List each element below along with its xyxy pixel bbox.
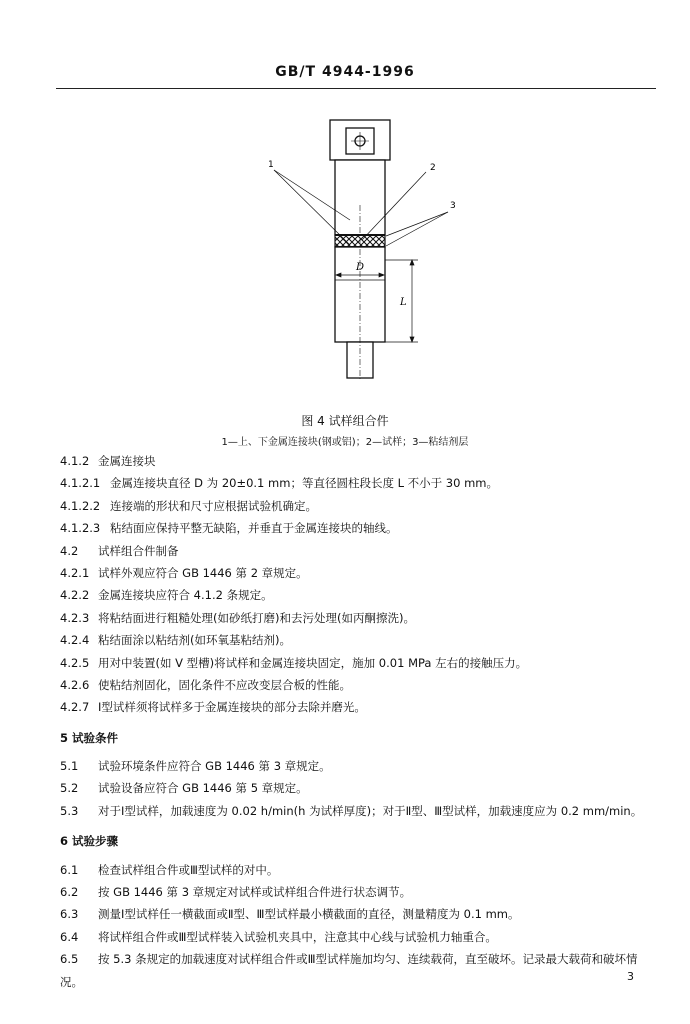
clause-4-2-2: 4.2.2 金属连接块应符合 4.1.2 条规定。 bbox=[60, 588, 273, 603]
clause-4-2-4: 4.2.4 粘结面涂以粘结剂(如环氧基粘结剂)。 bbox=[60, 633, 291, 648]
clause-6-5: 6.5 按 5.3 条规定的加载速度对试样组合件或Ⅲ型试样施加均匀、连续载荷，直至破坏。记录最大载荷和破坏情况。 bbox=[60, 952, 638, 989]
clause-4-2: 4.2 试样组合件制备 bbox=[60, 543, 179, 558]
clause-4-1-2-2: 4.1.2.2 连接端的形状和尺寸应根据试验机确定。 bbox=[60, 498, 317, 513]
clause-6-2: 6.2 按 GB 1446 第 3 章规定对试样或试样组合件进行状态调节。 bbox=[60, 885, 412, 900]
clause-5-3: 5.3 对于Ⅰ型试样，加载速度为 0.02 h/min(h 为试样厚度)；对于Ⅱ型、Ⅲ型试样，加载速度应为 0.2 mm/min。 bbox=[60, 803, 643, 818]
figure-caption: 图 4 试样组合件 bbox=[301, 414, 389, 428]
label-2: 2 bbox=[430, 163, 436, 173]
specimen-assembly-figure bbox=[250, 110, 470, 410]
clause-4-1-2-1: 4.1.2.1 金属连接块直径 D 为 20±0.1 mm；等直径圆柱段长度 L 不小于 30 mm。 bbox=[60, 476, 499, 491]
clause-4-1-2-3: 4.1.2.3 粘结面应保持平整无缺陷，并垂直于金属连接块的轴线。 bbox=[60, 521, 398, 536]
clause-4-2-7: 4.2.7 Ⅰ型试样须将试样多于金属连接块的部分去除并磨光。 bbox=[60, 700, 366, 715]
clause-5-1: 5.1 试验环境条件应符合 GB 1446 第 3 章规定。 bbox=[60, 759, 331, 774]
section-5-title: 5 试验条件 bbox=[60, 730, 119, 745]
label-d: D bbox=[356, 262, 365, 273]
section-6-title: 6 试验步骤 bbox=[60, 834, 119, 849]
label-3: 3 bbox=[450, 201, 456, 211]
label-1: 1 bbox=[268, 160, 274, 170]
clause-4-2-5: 4.2.5 用对中装置(如 V 型槽)将试样和金属连接块固定，施加 0.01 MPa 左右的接触压力。 bbox=[60, 655, 528, 670]
clause-6-1: 6.1 检查试样组合件或Ⅲ型试样的对中。 bbox=[60, 862, 279, 877]
clause-6-3: 6.3 测量Ⅰ型试样任一横截面或Ⅱ型、Ⅲ型试样最小横截面的直径，测量精度为 0.1 mm。 bbox=[60, 907, 520, 922]
page-number: 3 bbox=[627, 970, 634, 983]
body-text bbox=[60, 450, 660, 993]
header-rule bbox=[56, 88, 656, 89]
clause-6-4: 6.4 将试样组合件或Ⅲ型试样装入试验机夹具中，注意其中心线与试验机力轴重合。 bbox=[60, 929, 497, 944]
clause-4-2-1: 4.2.1 试样外观应符合 GB 1446 第 2 章规定。 bbox=[60, 565, 308, 580]
clause-5-2: 5.2 试验设备应符合 GB 1446 第 5 章规定。 bbox=[60, 781, 308, 796]
clause-4-1-2: 4.1.2 金属连接块 bbox=[60, 454, 156, 468]
clause-4-2-6: 4.2.6 使粘结剂固化，固化条件不应改变层合板的性能。 bbox=[60, 677, 351, 692]
label-l: L bbox=[400, 297, 407, 308]
page-header: GB/T 4944-1996 bbox=[275, 64, 415, 80]
clause-4-2-3: 4.2.3 将粘结面进行粗糙处理(如砂纸打磨)和去污处理(如丙酮擦洗)。 bbox=[60, 610, 415, 625]
figure-legend: 1—上、下金属连接块(钢或铝)；2—试样；3—粘结剂层 bbox=[221, 437, 469, 448]
